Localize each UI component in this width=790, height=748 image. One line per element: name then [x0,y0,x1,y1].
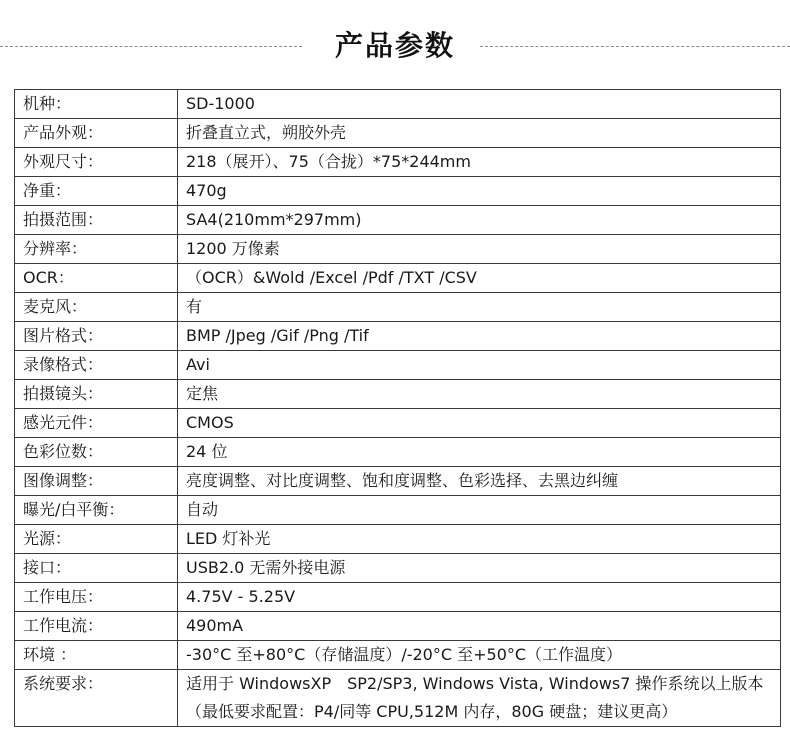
table-row [15,670,781,727]
param-label: 图像调整： [15,467,178,496]
table-row [15,409,781,438]
table-row [15,351,781,380]
param-value: 适用于 WindowsXP SP2/SP3, Windows Vista, Windows7 操作系统以上版本（最低要求配置：P4/同等 CPU,512M 内存，80G 硬盘；建议更高） [178,670,781,727]
param-label: 感光元件： [15,409,178,438]
table-row [15,206,781,235]
param-label: 产品外观： [15,119,178,148]
param-value: 218（展开）、75（合拢）*75*244mm [178,148,781,177]
param-label: 图片格式： [15,322,178,351]
param-label: 色彩位数： [15,438,178,467]
param-label: 外观尺寸： [15,148,178,177]
param-value: 定焦 [178,380,781,409]
param-value: CMOS [178,409,781,438]
table-row [15,148,781,177]
table-row [15,235,781,264]
param-label: OCR： [15,264,178,293]
param-value: 有 [178,293,781,322]
table-row [15,496,781,525]
table-row [15,119,781,148]
table-row [15,293,781,322]
page-header [0,0,790,88]
param-label: 录像格式： [15,351,178,380]
param-label: 净重： [15,177,178,206]
table-row [15,525,781,554]
param-value: -30°C 至+80°C（存储温度）/-20°C 至+50°C（工作温度） [178,641,781,670]
table-row [15,641,781,670]
table-row [15,612,781,641]
param-value: SD-1000 [178,90,781,119]
param-value: 自动 [178,496,781,525]
table-row [15,322,781,351]
param-value: 1200 万像素 [178,235,781,264]
param-label: 工作电压： [15,583,178,612]
table-row [15,177,781,206]
param-value: （OCR）&Wold /Excel /Pdf /TXT /CSV [178,264,781,293]
param-label: 分辨率： [15,235,178,264]
param-label: 机种： [15,90,178,119]
table-row [15,90,781,119]
param-value: USB2.0 无需外接电源 [178,554,781,583]
param-label: 麦克风： [15,293,178,322]
param-value: LED 灯补光 [178,525,781,554]
page-title: 产品参数 [334,29,455,62]
table-row [15,380,781,409]
param-value: 亮度调整、对比度调整、饱和度调整、色彩选择、去黑边纠缠 [178,467,781,496]
table-row [15,264,781,293]
table-row [15,554,781,583]
table-row [15,438,781,467]
param-label: 工作电流： [15,612,178,641]
param-label: 系统要求： [15,670,178,727]
param-value: Avi [178,351,781,380]
param-label: 环境 ： [15,641,178,670]
param-value: BMP /Jpeg /Gif /Png /Tif [178,322,781,351]
param-value: 490mA [178,612,781,641]
param-label: 拍摄范围： [15,206,178,235]
param-label: 曝光/白平衡： [15,496,178,525]
right-dashed-divider [480,46,790,47]
param-value: SA4(210mm*297mm) [178,206,781,235]
table-row [15,467,781,496]
param-label: 接口： [15,554,178,583]
product-parameters-table [14,89,781,727]
param-value: 4.75V - 5.25V [178,583,781,612]
param-value: 24 位 [178,438,781,467]
param-label: 拍摄镜头： [15,380,178,409]
param-label: 光源： [15,525,178,554]
param-value: 470g [178,177,781,206]
param-value: 折叠直立式，朔胶外壳 [178,119,781,148]
table-row [15,583,781,612]
